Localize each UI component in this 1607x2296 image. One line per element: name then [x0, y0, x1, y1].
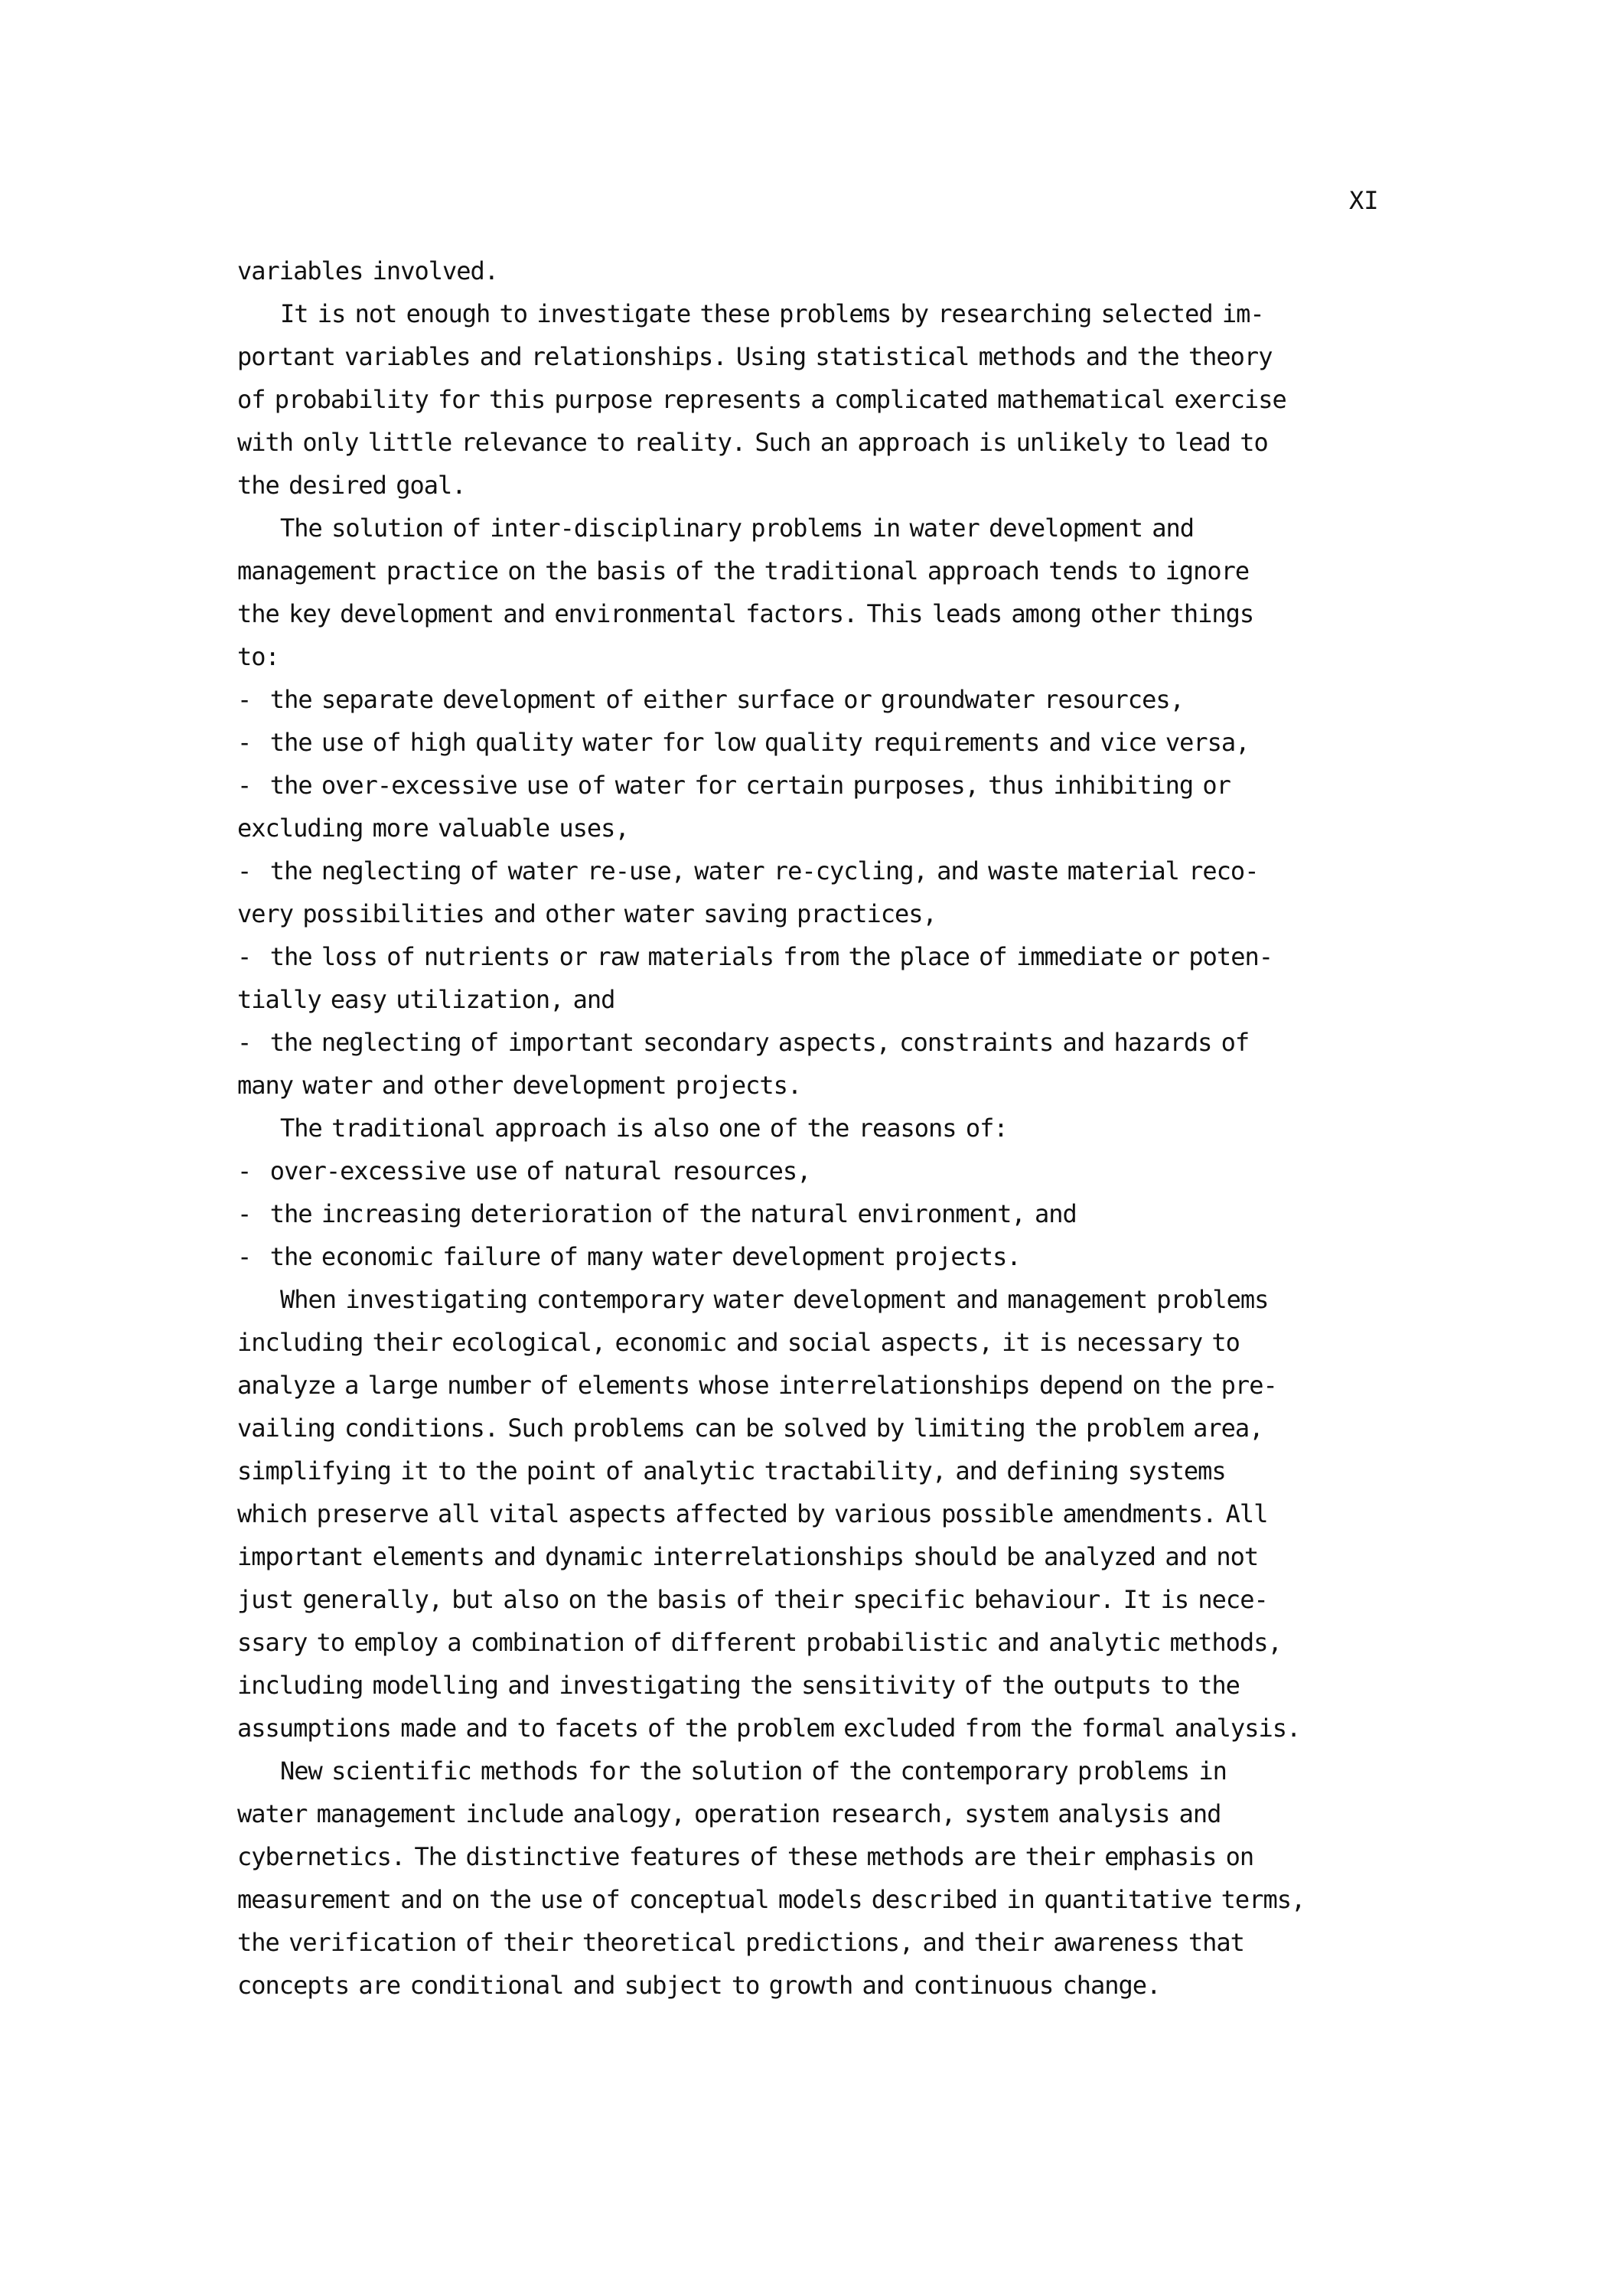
- text-line: to:: [237, 642, 279, 671]
- text-line: tially easy utilization, and: [237, 985, 615, 1014]
- page-number: XI: [1349, 186, 1379, 215]
- text-line: measurement and on the use of conceptual models described in quantitative terms,: [237, 1885, 1305, 1914]
- text-line: vailing conditions. Such problems can be solved by limiting the problem area,: [237, 1414, 1263, 1443]
- text-line: with only little relevance to reality. Such an approach is unlikely to lead to: [237, 428, 1268, 457]
- paragraph-start-line: The traditional approach is also one of the reasons of:: [280, 1114, 1008, 1143]
- list-item-line: - the neglecting of important secondary aspects, constraints and hazards of: [237, 1028, 1250, 1057]
- text-line: very possibilities and other water saving practices,: [237, 899, 937, 928]
- text-line: including modelling and investigating the sensitivity of the outputs to the: [237, 1671, 1240, 1700]
- body-text: [237, 249, 1385, 2007]
- text-line: excluding more valuable uses,: [237, 814, 629, 843]
- paragraph-start-line: When investigating contemporary water development and management problems: [280, 1285, 1269, 1314]
- list-item-line: - the loss of nutrients or raw materials from the place of immediate or poten-: [237, 942, 1273, 971]
- list-item-line: - the increasing deterioration of the natural environment, and: [237, 1199, 1077, 1228]
- text-line: which preserve all vital aspects affected by various possible amendments. All: [237, 1499, 1268, 1528]
- paragraph-start-line: It is not enough to investigate these problems by researching selected im-: [280, 299, 1264, 328]
- text-line: portant variables and relationships. Using statistical methods and the theory: [237, 342, 1273, 371]
- paragraph-start-line: New scientific methods for the solution of the contemporary problems in: [280, 1756, 1227, 1786]
- text-line: the key development and environmental factors. This leads among other things: [237, 599, 1254, 628]
- text-line: ssary to employ a combination of different probabilistic and analytic methods,: [237, 1628, 1282, 1657]
- list-item-line: - the use of high quality water for low quality requirements and vice versa,: [237, 728, 1250, 757]
- list-item-line: - the neglecting of water re-use, water re-cycling, and waste material reco-: [237, 856, 1259, 885]
- text-line: water management include analogy, operation research, system analysis and: [237, 1799, 1221, 1828]
- list-item-line: - the over-excessive use of water for certain purposes, thus inhibiting or: [237, 771, 1231, 800]
- list-item-line: - the economic failure of many water development projects.: [237, 1242, 1021, 1271]
- text-line: assumptions made and to facets of the problem excluded from the formal analysis.: [237, 1714, 1301, 1743]
- text-line: including their ecological, economic and social aspects, it is necessary to: [237, 1328, 1240, 1357]
- text-line: simplifying it to the point of analytic tractability, and defining systems: [237, 1456, 1226, 1486]
- paragraph-start-line: The solution of inter-disciplinary problems in water development and: [280, 514, 1195, 543]
- text-line: the desired goal.: [237, 471, 466, 500]
- list-item-line: - the separate development of either surface or groundwater resources,: [237, 685, 1184, 714]
- list-item-line: - over-excessive use of natural resources,: [237, 1156, 811, 1186]
- text-line: of probability for this purpose represents a complicated mathematical exercise: [237, 385, 1286, 414]
- text-line: just generally, but also on the basis of their specific behaviour. It is nece-: [237, 1585, 1268, 1614]
- text-line: management practice on the basis of the traditional approach tends to ignore: [237, 556, 1250, 585]
- text-line: the verification of their theoretical predictions, and their awareness that: [237, 1928, 1244, 1957]
- text-line: variables involved.: [237, 256, 499, 285]
- text-line: cybernetics. The distinctive features of these methods are their emphasis on: [237, 1842, 1254, 1871]
- text-line: many water and other development projects.: [237, 1071, 802, 1100]
- text-line: concepts are conditional and subject to growth and continuous change.: [237, 1971, 1161, 2000]
- text-line: analyze a large number of elements whose interrelationships depend on the pre-: [237, 1371, 1277, 1400]
- text-line: important elements and dynamic interrelationships should be analyzed and not: [237, 1542, 1259, 1571]
